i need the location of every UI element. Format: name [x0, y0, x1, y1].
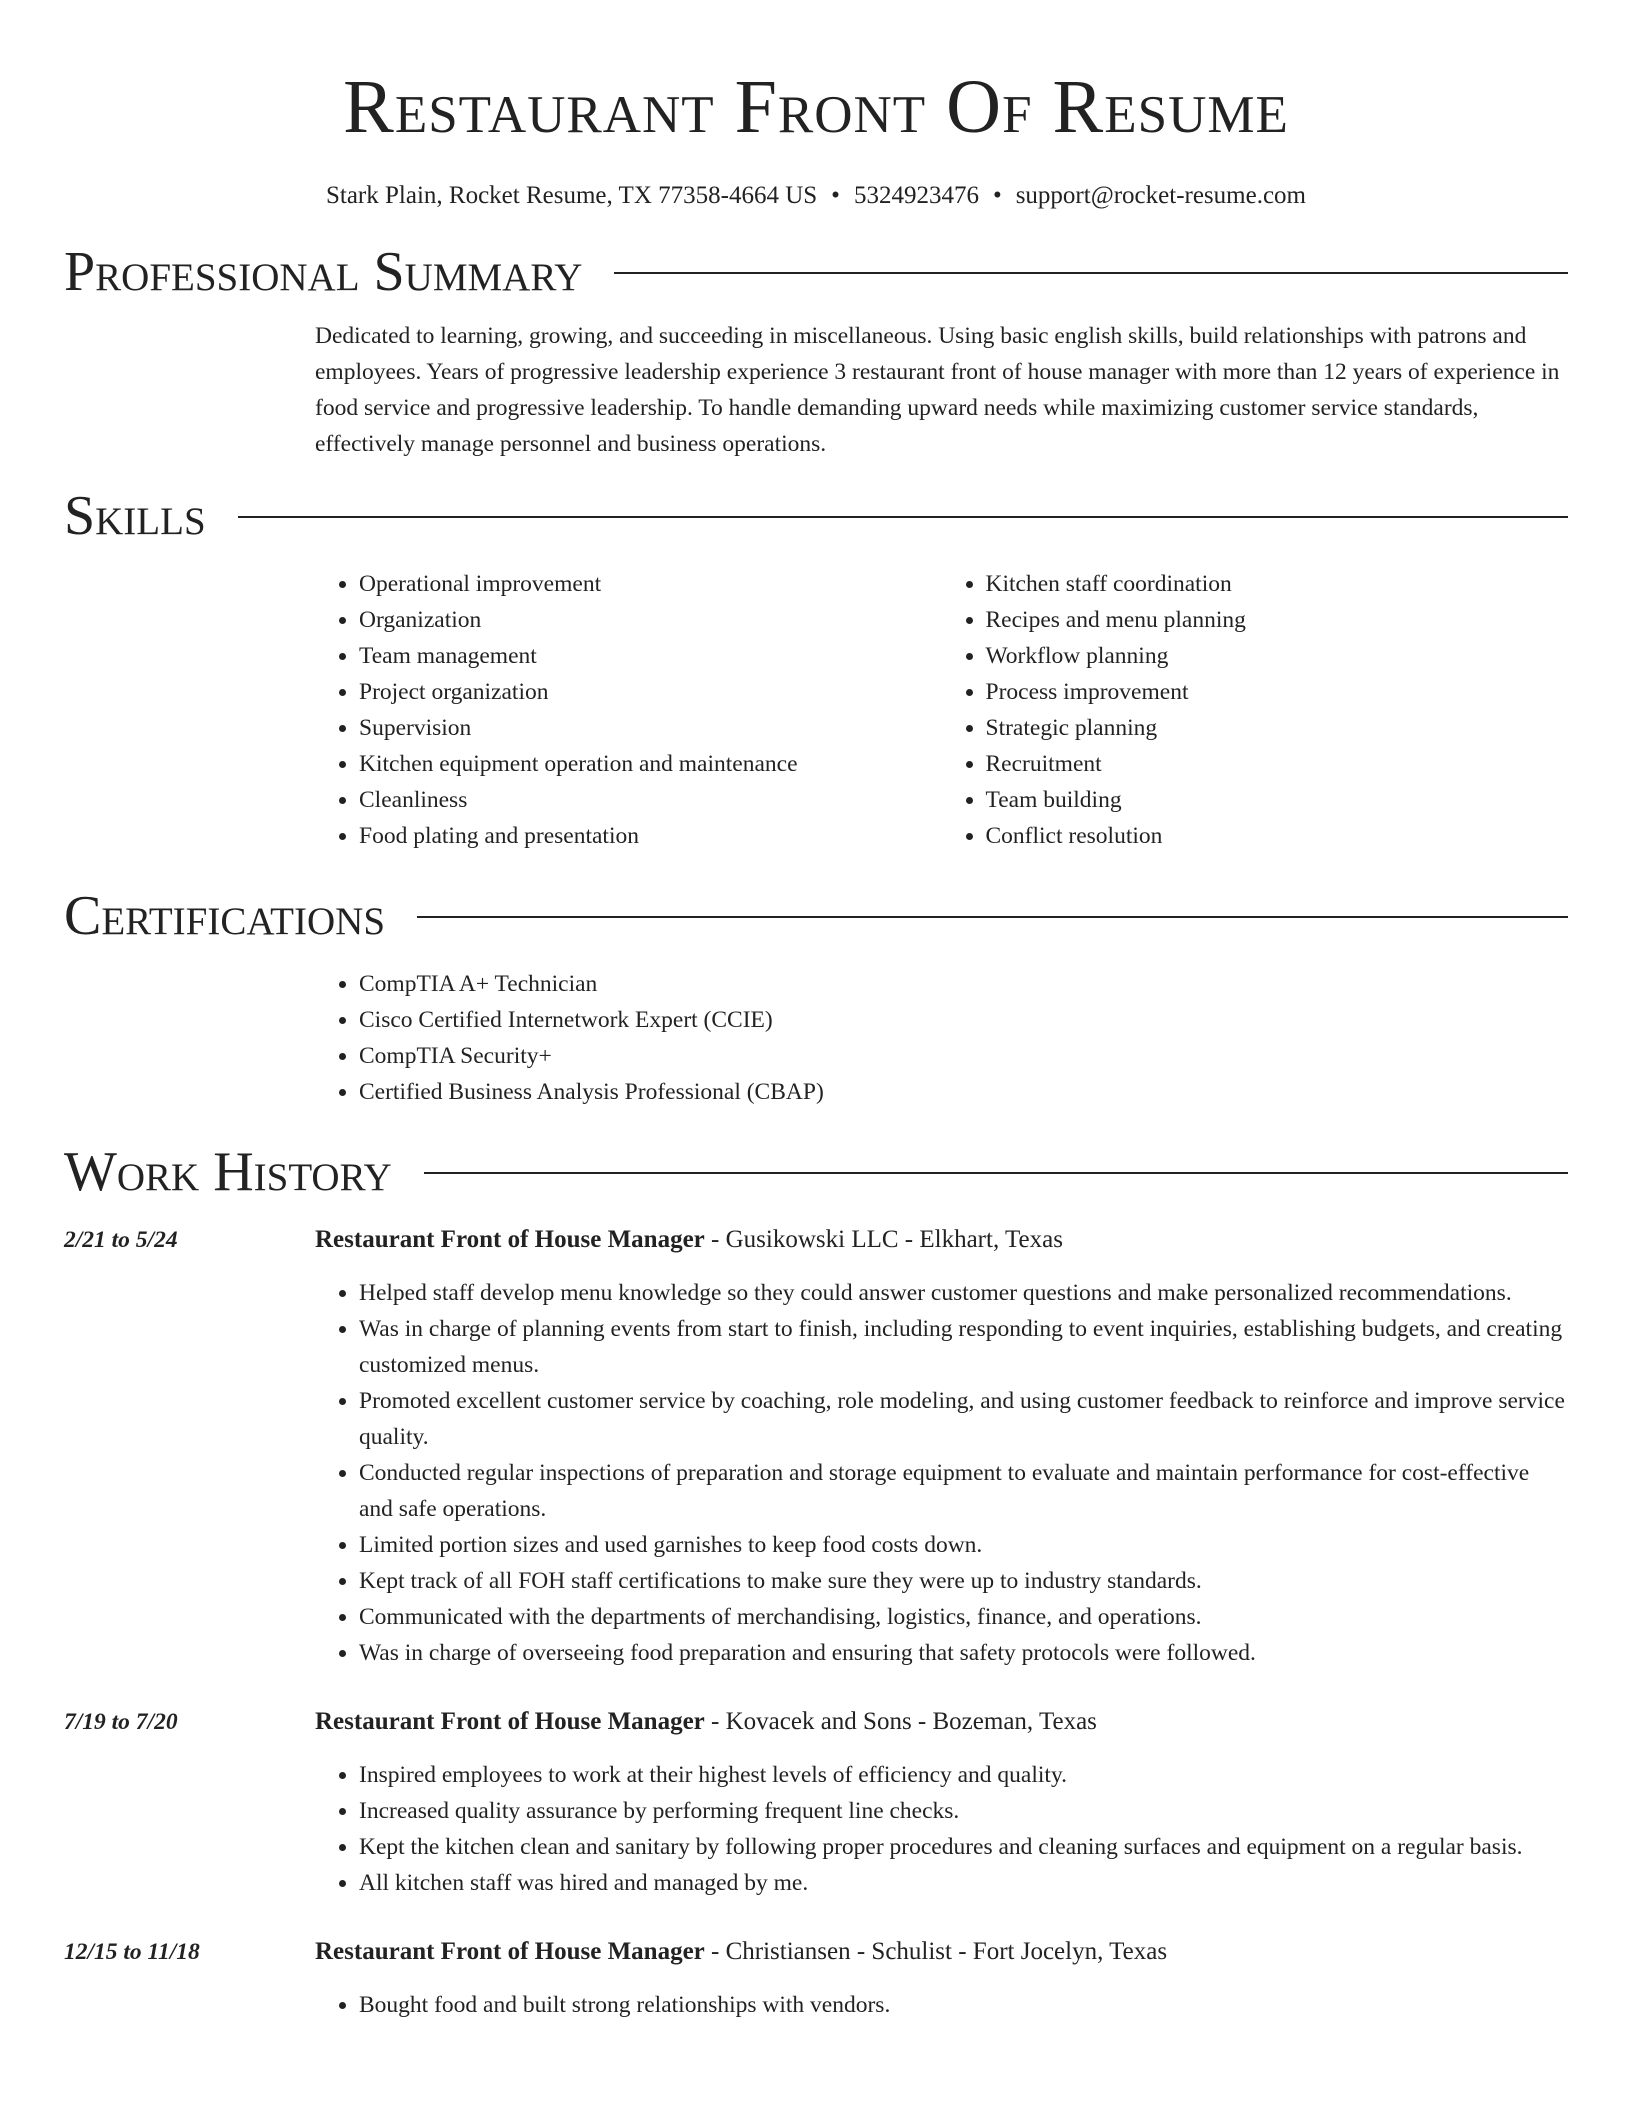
contact-email: support@rocket-resume.com: [1015, 182, 1306, 209]
job-dates: 12/15 to 11/18: [64, 1939, 200, 1965]
summary-body: [315, 318, 1568, 462]
job-heading: [315, 1934, 1568, 1970]
job-bullet: • Conducted regular inspections of preparation and storage equipment to evaluate and maintain performance for cost-effective and safe operations.: [359, 1455, 1568, 1527]
skill-item: • Process improvement: [986, 674, 1569, 710]
contact-separator: •: [992, 182, 1002, 209]
skills-section: [64, 484, 1568, 854]
job-heading: [315, 1704, 1568, 1740]
job-title: Restaurant Front of House Manager: [315, 1708, 705, 1735]
job-body: [315, 1934, 1568, 2023]
job-entry: [64, 1704, 1568, 1901]
job-employer-location: - Christiansen - Schulist - Fort Jocelyn, Texas: [704, 1938, 1168, 1965]
job-bullet: • Promoted excellent customer service by coaching, role modeling, and using customer feedback to reinforce and improve service quality.: [359, 1383, 1568, 1455]
job-title: Restaurant Front of House Manager: [315, 1226, 705, 1253]
job-bullet: • Kept the kitchen clean and sanitary by following proper procedures and cleaning surfaces and equipment on a regular basis.: [359, 1829, 1568, 1865]
job-bullets: [315, 1987, 1568, 2023]
certifications-header: [64, 884, 1568, 948]
job-bullet: • Inspired employees to work at their highest levels of efficiency and quality.: [359, 1757, 1568, 1793]
skill-item: • Team building: [986, 782, 1569, 818]
certifications-section: [64, 884, 1568, 1110]
certification-item: • Cisco Certified Internetwork Expert (CCIE): [359, 1002, 1568, 1038]
skill-item: • Conflict resolution: [986, 818, 1569, 854]
skills-header: [64, 484, 1568, 548]
contact-separator: •: [831, 182, 840, 209]
job-bullet: • Bought food and built strong relationships with vendors.: [359, 1987, 1568, 2023]
job-bullets: [315, 1275, 1568, 1671]
job-body: [315, 1704, 1568, 1901]
certification-item: • CompTIA A+ Technician: [359, 966, 1568, 1002]
skills-list-left: [315, 566, 942, 854]
skill-item: • Workflow planning: [986, 638, 1569, 674]
summary-heading: Professional Summary: [64, 241, 583, 303]
summary-text: Dedicated to learning, growing, and succeeding in miscellaneous. Using basic english skills, build relationships with patrons and employees. Years of progressive leadership experience 3 restaurant front of house manager with more than 12 years of experience in food service and progressive leadership. To handle demanding upward needs while maximizing customer service standards, effectively manage personnel and business operations.: [315, 323, 1560, 457]
job-heading: [315, 1222, 1568, 1258]
skills-list-right: [942, 566, 1569, 854]
work-history-section: [64, 1140, 1568, 2023]
job-dates: 7/19 to 7/20: [64, 1709, 178, 1735]
skills-grid: [315, 566, 1568, 854]
job-bullet: • Was in charge of overseeing food preparation and ensuring that safety protocols were followed.: [359, 1635, 1568, 1671]
section-divider: [238, 516, 1568, 518]
skill-item: • Team management: [359, 638, 942, 674]
job-dates: 2/21 to 5/24: [64, 1227, 178, 1253]
job-employer-location: - Kovacek and Sons - Bozeman, Texas: [704, 1708, 1097, 1735]
job-bullet: • Communicated with the departments of merchandising, logistics, finance, and operations.: [359, 1599, 1568, 1635]
summary-section: [64, 240, 1568, 462]
work-history-heading: Work History: [64, 1141, 392, 1203]
skills-heading: Skills: [64, 485, 206, 547]
job-bullet: • All kitchen staff was hired and managed by me.: [359, 1865, 1568, 1901]
skill-item: • Operational improvement: [359, 566, 942, 602]
skill-item: • Supervision: [359, 710, 942, 746]
job-body: [315, 1222, 1568, 1671]
contact-phone: 5324923476: [853, 182, 979, 209]
job-entry: [64, 1934, 1568, 2023]
job-entry: [64, 1222, 1568, 1671]
certification-item: • CompTIA Security+: [359, 1038, 1568, 1074]
skill-item: • Cleanliness: [359, 782, 942, 818]
section-divider: [424, 1172, 1568, 1174]
contact-address: Stark Plain, Rocket Resume, TX 77358-4664 US: [325, 182, 818, 209]
skill-item: • Organization: [359, 602, 942, 638]
certifications-heading: Certifications: [64, 885, 386, 947]
section-divider: [614, 272, 1568, 274]
certifications-list: [315, 966, 1568, 1110]
contact-line: [64, 180, 1568, 212]
work-history-header: [64, 1140, 1568, 1204]
skill-item: • Recruitment: [986, 746, 1569, 782]
job-bullet: • Increased quality assurance by performing frequent line checks.: [359, 1793, 1568, 1829]
section-divider: [417, 916, 1568, 918]
skill-item: • Kitchen equipment operation and maintenance: [359, 746, 942, 782]
job-bullet: • Was in charge of planning events from start to finish, including responding to event inquiries, establishing budgets, and creating customized menus.: [359, 1311, 1568, 1383]
job-bullet: • Kept track of all FOH staff certifications to make sure they were up to industry standards.: [359, 1563, 1568, 1599]
resume-title: Restaurant Front Of Resume: [343, 65, 1289, 149]
job-bullets: [315, 1757, 1568, 1901]
skill-item: • Strategic planning: [986, 710, 1569, 746]
job-employer-location: - Gusikowski LLC - Elkhart, Texas: [704, 1226, 1063, 1253]
job-title: Restaurant Front of House Manager: [315, 1938, 705, 1965]
skill-item: • Recipes and menu planning: [986, 602, 1569, 638]
skill-item: • Food plating and presentation: [359, 818, 942, 854]
certifications-body: [315, 966, 1568, 1110]
summary-header: [64, 240, 1568, 304]
skill-item: • Project organization: [359, 674, 942, 710]
resume-page: [64, 0, 1568, 2023]
job-bullet: • Helped staff develop menu knowledge so they could answer customer questions and make personalized recommendations.: [359, 1275, 1568, 1311]
skill-item: • Kitchen staff coordination: [986, 566, 1569, 602]
certification-item: • Certified Business Analysis Professional (CBAP): [359, 1074, 1568, 1110]
job-bullet: • Limited portion sizes and used garnishes to keep food costs down.: [359, 1527, 1568, 1563]
